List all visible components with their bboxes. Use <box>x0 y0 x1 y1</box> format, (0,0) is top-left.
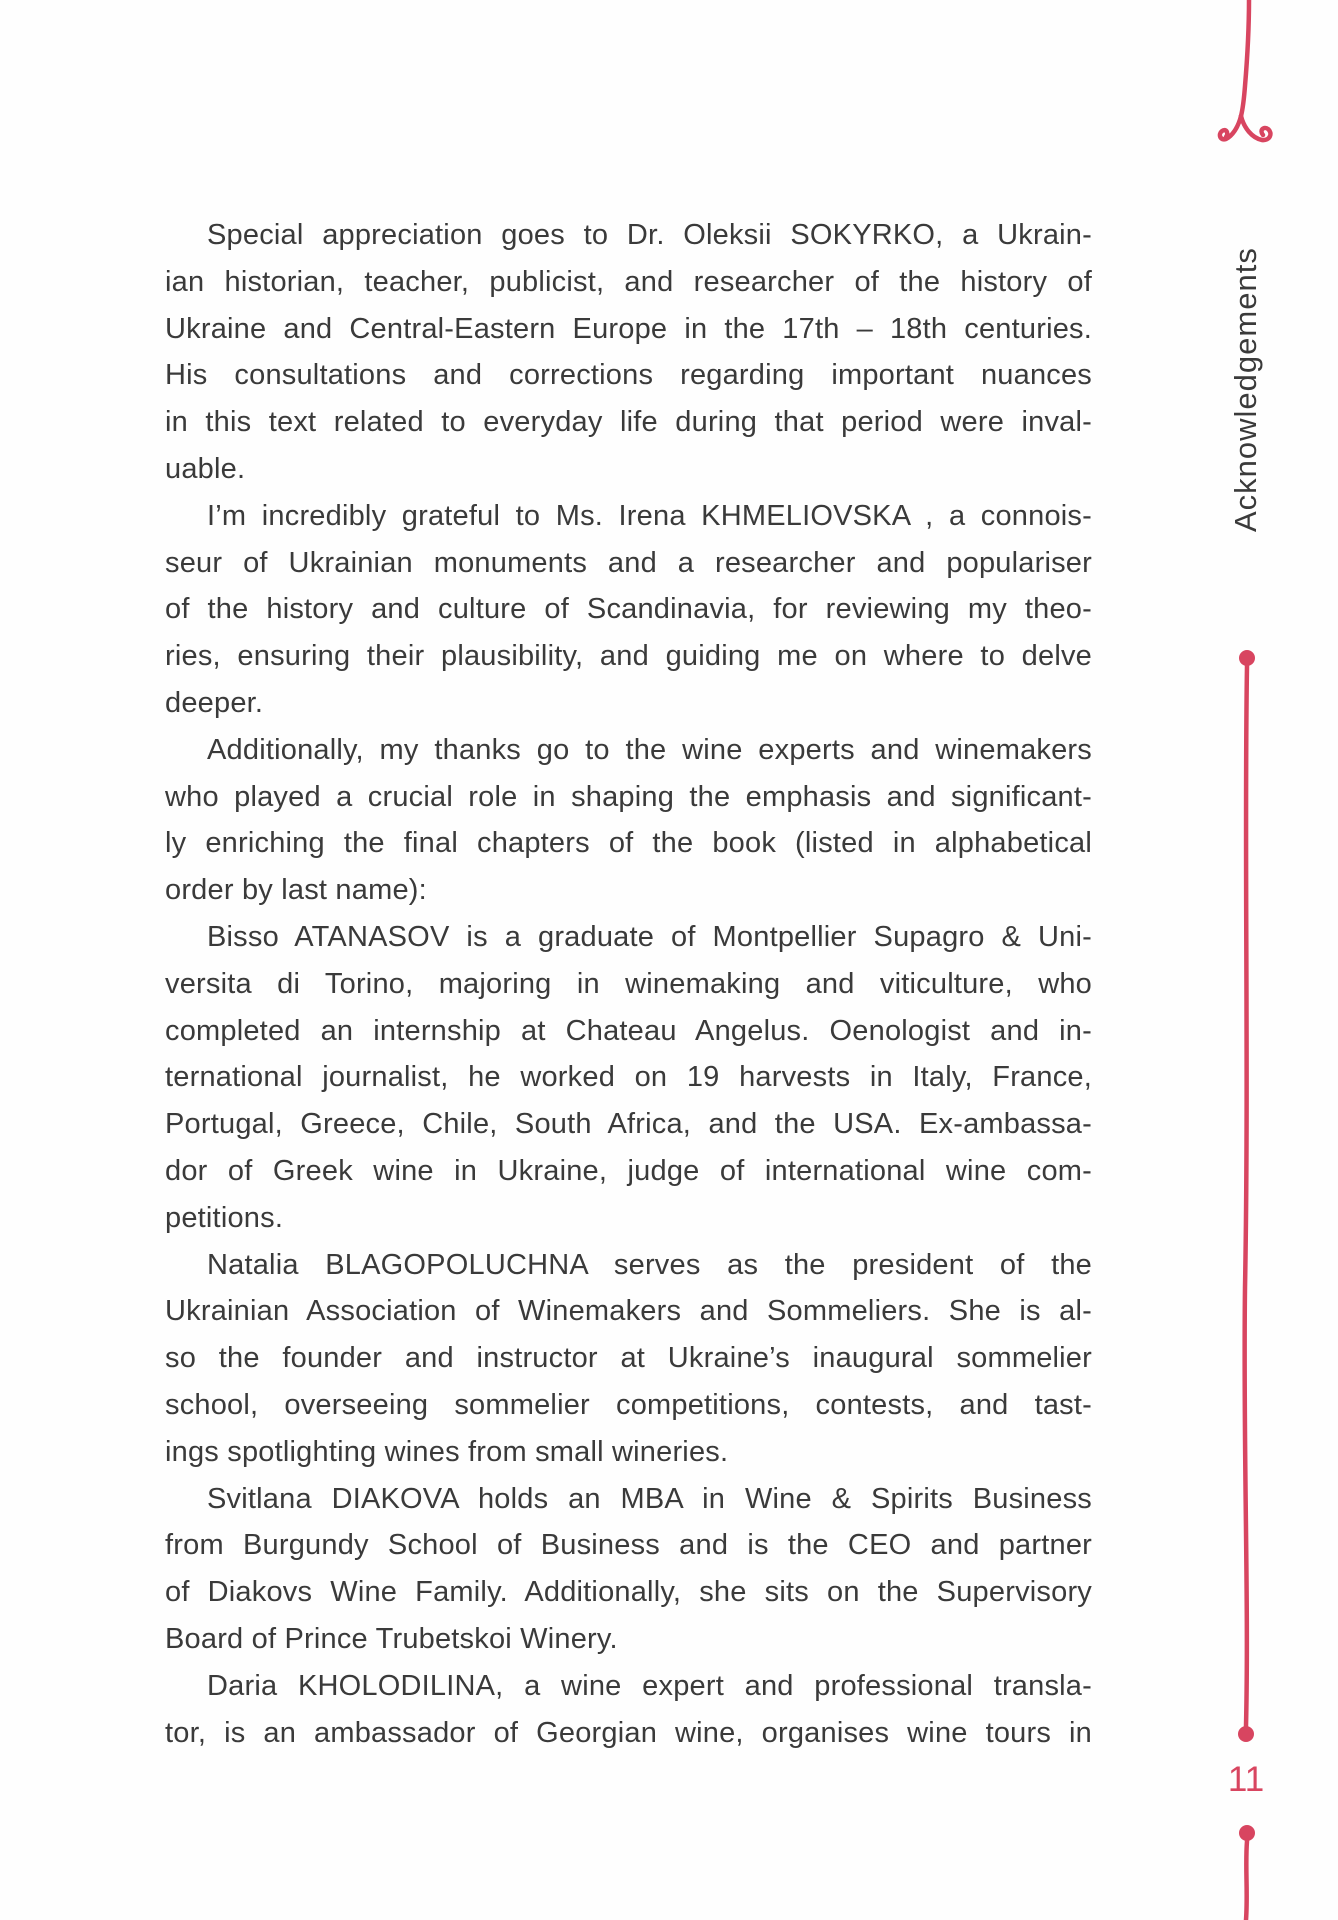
text-line: who played a crucial role in shaping the emphasis and significant- <box>165 780 1092 813</box>
text-line: Svitlana DIAKOVA holds an MBA in Wine & Spirits Business <box>207 1482 1092 1515</box>
text-line: Special appreciation goes to Dr. Oleksii SOKYRKO, a Ukrain- <box>207 219 1092 251</box>
text-line: dor of Greek wine in Ukraine, judge of international wine com- <box>165 1154 1092 1187</box>
text-line: seur of Ukrainian monuments and a researcher and populariser <box>165 546 1092 579</box>
section-label-vertical: Acknowledgements <box>1228 247 1263 532</box>
paragraph <box>165 914 1092 1242</box>
text-line: ly enriching the final chapters of the book (listed in alphabetical <box>165 827 1092 860</box>
text-line: from Burgundy School of Business and is the CEO and partner <box>165 1529 1092 1562</box>
text-line: in this text related to everyday life during that period were inval- <box>165 406 1092 439</box>
text-line: Portugal, Greece, Chile, South Africa, and the USA. Ex-ambassa- <box>165 1108 1092 1141</box>
text-line: I’m incredibly grateful to Ms. Irena KHMELIOVSKA , a connois- <box>207 499 1092 532</box>
text-line: of the history and culture of Scandinavia, for reviewing my theo- <box>165 593 1092 626</box>
text-line: completed an internship at Chateau Angelus. Oenologist and in- <box>165 1014 1092 1047</box>
text-line: Ukrainian Association of Winemakers and Sommeliers. She is al- <box>165 1295 1092 1328</box>
text-line: uable. <box>165 452 246 485</box>
acknowledgements-text <box>165 212 1092 1756</box>
text-line: petitions. <box>165 1201 284 1234</box>
text-line: of Diakovs Wine Family. Additionally, she sits on the Supervisory <box>165 1576 1092 1609</box>
text-line: deeper. <box>165 686 264 719</box>
text-line: ian historian, teacher, publicist, and researcher of the history of <box>165 265 1092 298</box>
text-line: ries, ensuring their plausibility, and guiding me on where to delve <box>165 640 1092 673</box>
side-rule-icon <box>1232 648 1262 1748</box>
text-line: Daria KHOLODILINA, a wine expert and professional transla- <box>207 1669 1092 1702</box>
text-line: order by last name): <box>165 874 427 907</box>
text-line: Ukraine and Central-Eastern Europe in the 17th – 18th centuries. <box>165 312 1092 345</box>
paragraph <box>165 1242 1092 1476</box>
text-line: versita di Torino, majoring in winemaking and viticulture, who <box>165 967 1092 1000</box>
text-line: Additionally, my thanks go to the wine experts and winemakers <box>207 733 1092 766</box>
page-number: 11 <box>1227 1760 1265 1799</box>
paragraph <box>165 212 1092 493</box>
text-line: so the founder and instructor at Ukraine’s inaugural sommelier <box>165 1342 1092 1375</box>
text-line: ings spotlighting wines from small wineries. <box>165 1435 729 1468</box>
text-line: Natalia BLAGOPOLUCHNA serves as the president of the <box>207 1248 1092 1281</box>
text-line: school, overseeing sommelier competitions, contests, and tast- <box>165 1388 1092 1421</box>
text-line: Board of Prince Trubetskoi Winery. <box>165 1622 618 1655</box>
paragraph <box>165 1476 1092 1663</box>
text-line: Bisso ATANASOV is a graduate of Montpellier Supagro & Uni- <box>207 920 1092 953</box>
bottom-rule-icon <box>1232 1822 1262 1920</box>
flourish-top-icon <box>1216 0 1280 160</box>
text-line: tor, is an ambassador of Georgian wine, organises wine tours in <box>165 1716 1092 1749</box>
text-line: ternational journalist, he worked on 19 harvests in Italy, France, <box>165 1061 1092 1094</box>
paragraph <box>165 493 1092 727</box>
text-line: His consultations and corrections regarding important nuances <box>165 359 1092 392</box>
paragraph <box>165 1663 1092 1757</box>
paragraph <box>165 727 1092 914</box>
